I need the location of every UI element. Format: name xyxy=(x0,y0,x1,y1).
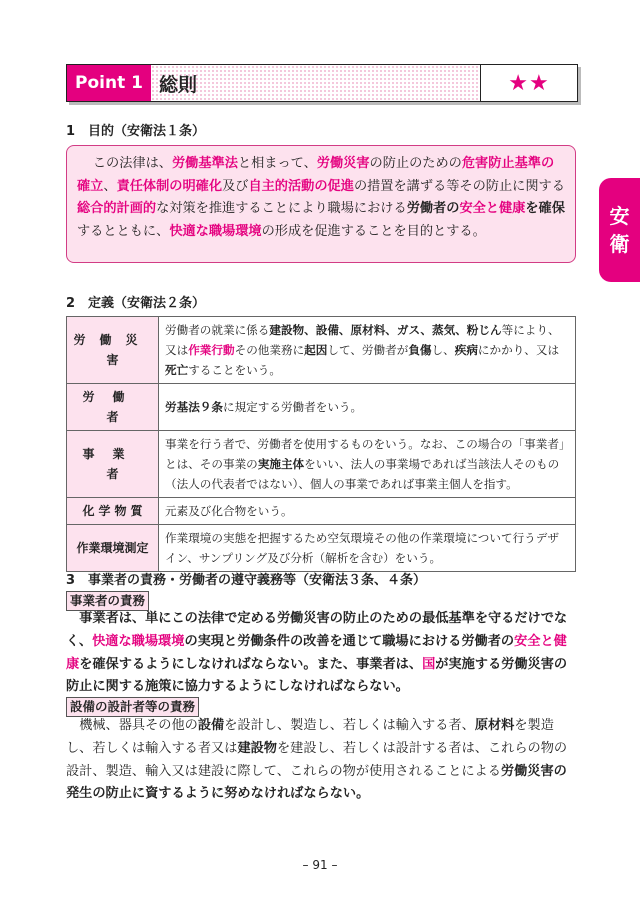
page-number: – 91 – xyxy=(302,858,338,872)
chapter-side-tab[interactable] xyxy=(599,178,640,282)
definition-cell: 労働者の就業に係る建設物、設備、原材料、ガス、蒸気、粉じん等により、又は作業行動その他業務に起因して、労働者が負傷し、疾病にかかり、又は死亡することをいう。 xyxy=(159,317,576,384)
purpose-box: この法律は、労働基準法と相まって、労働災害の防止のための危害防止基準の確立、責任体制の明確化及び自主的活動の促進の措置を講ずる等その防止に関する総合的計画的な対策を推進することにより職場における労働者の安全と健康を確保するとともに、快適な職場環境の形成を促進することを目的とする。 xyxy=(66,145,576,263)
point-label: Point 1 xyxy=(67,65,151,101)
definitions-table xyxy=(66,316,576,572)
term-cell: 労働者 xyxy=(67,384,159,431)
importance-stars: ★★ xyxy=(480,65,577,101)
table-row xyxy=(67,384,576,431)
term-cell: 労働災害 xyxy=(67,317,159,384)
term-cell: 作業環境測定 xyxy=(67,525,159,572)
definition-cell: 元素及び化合物をいう。 xyxy=(159,498,576,525)
section2-title: 2 定義（安衛法２条） xyxy=(66,296,206,311)
point-title: 総則 xyxy=(151,65,480,101)
definition-cell: 作業環境の実態を把握するため空気環境その他の作業環境について行うデザイン、サンプリング及び分析（解析を含む）をいう。 xyxy=(159,525,576,572)
definition-cell: 労基法９条に規定する労働者をいう。 xyxy=(159,384,576,431)
designer-duty-paragraph: 機械、器具その他の設備を設計し、製造し、若しくは輸入する者、原材料を製造し、若しくは輸入する者又は建設物を建設し、若しくは設計する者は、これらの物の設計、製造、輸入又は建設に際して、これらの物が使用されることによる労働災害の発生の防止に資するように努めなければならない。 xyxy=(66,718,568,802)
point-header xyxy=(66,64,578,102)
definition-cell: 事業を行う者で、労働者を使用するものをいう。なお、この場合の「事業者」とは、その事業の実施主体をいい、法人の事業場であれば当該法人そのもの（法人の代表者ではない）、個人の事業であれば事業主個人を指す。 xyxy=(159,431,576,498)
section3-title: 3 事業者の責務・労働者の遵守義務等（安衛法３条、４条） xyxy=(66,573,427,588)
employer-duty-paragraph: 事業者は、単にこの法律で定める労働災害の防止のための最低基準を守るだけでなく、快適な職場環境の実現と労働条件の改善を通じて職場における労働者の安全と健康を確保するようにしなければならない。また、事業者は、国が実施する労働災害の防止に関する施策に協力するようにしなければならない。 xyxy=(66,611,568,695)
table-row xyxy=(67,525,576,572)
table-row xyxy=(67,431,576,498)
employer-duty-label: 事業者の責務 xyxy=(66,591,149,611)
term-cell: 化学物質 xyxy=(67,498,159,525)
table-row xyxy=(67,317,576,384)
designer-duty-label: 設備の設計者等の責務 xyxy=(66,697,199,717)
term-cell: 事業者 xyxy=(67,431,159,498)
table-row xyxy=(67,498,576,525)
side-tab-char-1: 安 xyxy=(609,204,630,228)
section1-title: 1 目的（安衛法１条） xyxy=(66,124,206,139)
side-tab-char-2: 衛 xyxy=(609,232,630,256)
